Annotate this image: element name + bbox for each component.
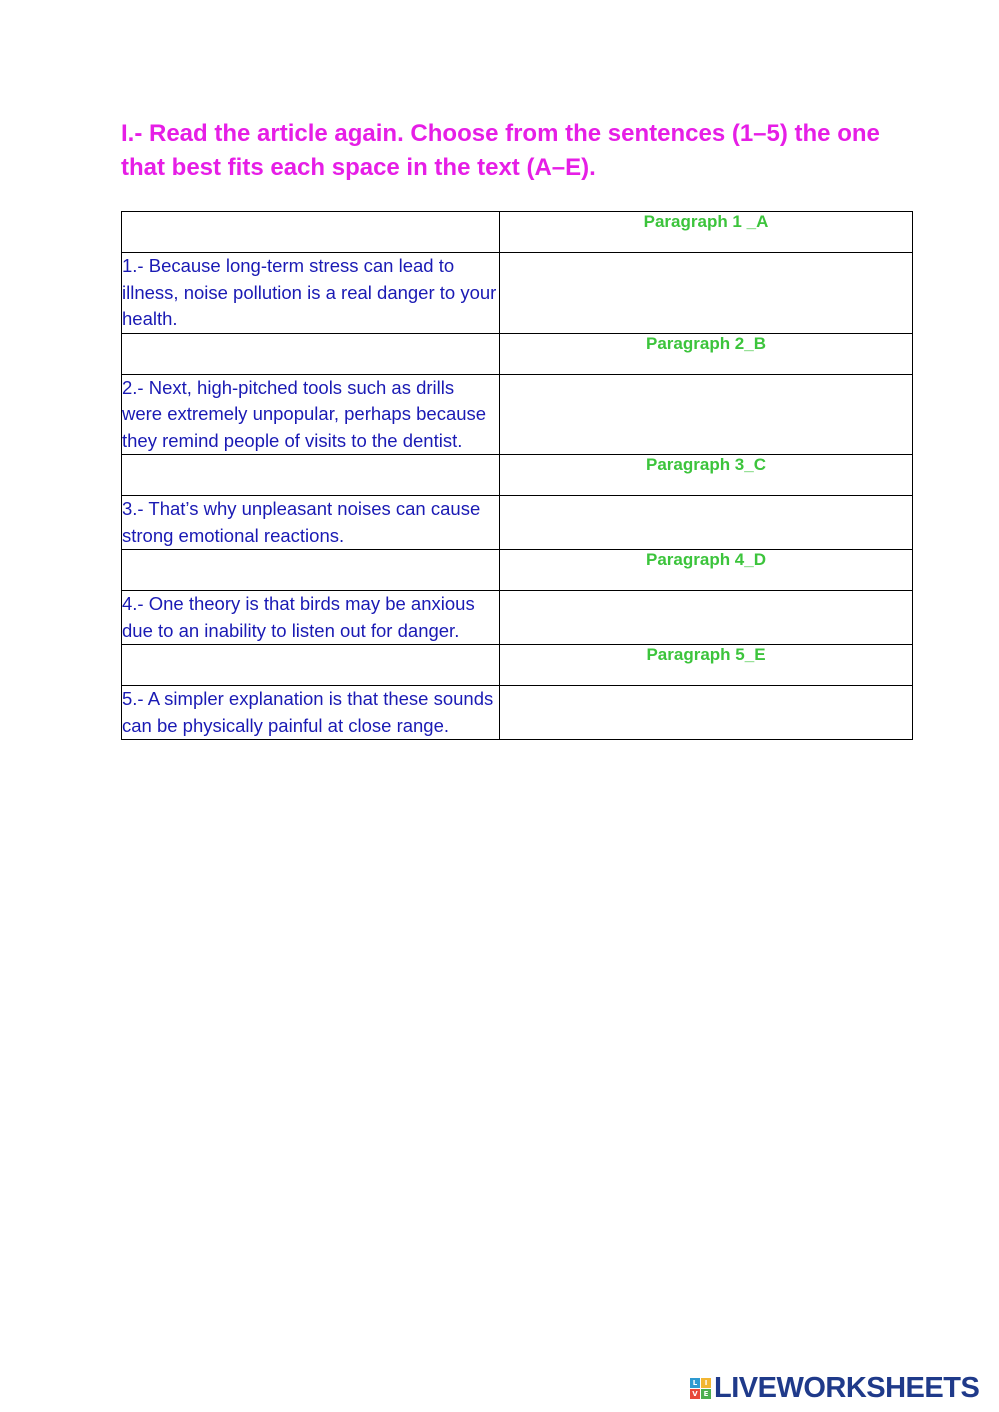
sentence-cell: 4.- One theory is that birds may be anxious due to an inability to listen out for danger.: [122, 591, 500, 645]
logo-tile: I: [701, 1378, 711, 1388]
paragraph-row: [122, 333, 913, 374]
logo-tile: L: [690, 1378, 700, 1388]
matching-table: [121, 211, 913, 740]
sentence-row: [122, 496, 913, 550]
paragraph-row: [122, 550, 913, 591]
sentence-cell: 1.- Because long-term stress can lead to illness, noise pollution is a real danger to your health.: [122, 253, 500, 334]
sentence-row: [122, 374, 913, 455]
paragraph-row: [122, 455, 913, 496]
answer-drop-zone[interactable]: [500, 253, 913, 334]
blank-cell: [122, 455, 500, 496]
liveworksheets-logo-icon: [690, 1378, 711, 1399]
sentence-cell: 2.- Next, high-pitched tools such as drills were extremely unpopular, perhaps because they remind people of visits to the dentist.: [122, 374, 500, 455]
answer-drop-zone[interactable]: [500, 496, 913, 550]
paragraph-label: Paragraph 3_C: [500, 455, 913, 496]
blank-cell: [122, 550, 500, 591]
answer-drop-zone[interactable]: [500, 374, 913, 455]
blank-cell: [122, 645, 500, 686]
sentence-cell: 3.- That’s why unpleasant noises can cause strong emotional reactions.: [122, 496, 500, 550]
sentence-row: [122, 591, 913, 645]
answer-drop-zone[interactable]: [500, 591, 913, 645]
paragraph-label: Paragraph 4_D: [500, 550, 913, 591]
instruction-heading: I.- Read the article again. Choose from the sentences (1–5) the one that best fits each space in the text (A–E).: [121, 120, 880, 181]
paragraph-label: Paragraph 5_E: [500, 645, 913, 686]
logo-tile: E: [701, 1389, 711, 1399]
paragraph-label: Paragraph 1 _A: [500, 212, 913, 253]
liveworksheets-logo[interactable]: [690, 1372, 979, 1404]
blank-cell: [122, 333, 500, 374]
brand-name: LIVEWORKSHEETS: [714, 1371, 980, 1404]
paragraph-row: [122, 645, 913, 686]
paragraph-label: Paragraph 2_B: [500, 333, 913, 374]
paragraph-row: [122, 212, 913, 253]
blank-cell: [122, 212, 500, 253]
sentence-row: [122, 686, 913, 740]
sentence-cell: 5.- A simpler explanation is that these sounds can be physically painful at close range.: [122, 686, 500, 740]
logo-tile: V: [690, 1389, 700, 1399]
sentence-row: [122, 253, 913, 334]
answer-drop-zone[interactable]: [500, 686, 913, 740]
